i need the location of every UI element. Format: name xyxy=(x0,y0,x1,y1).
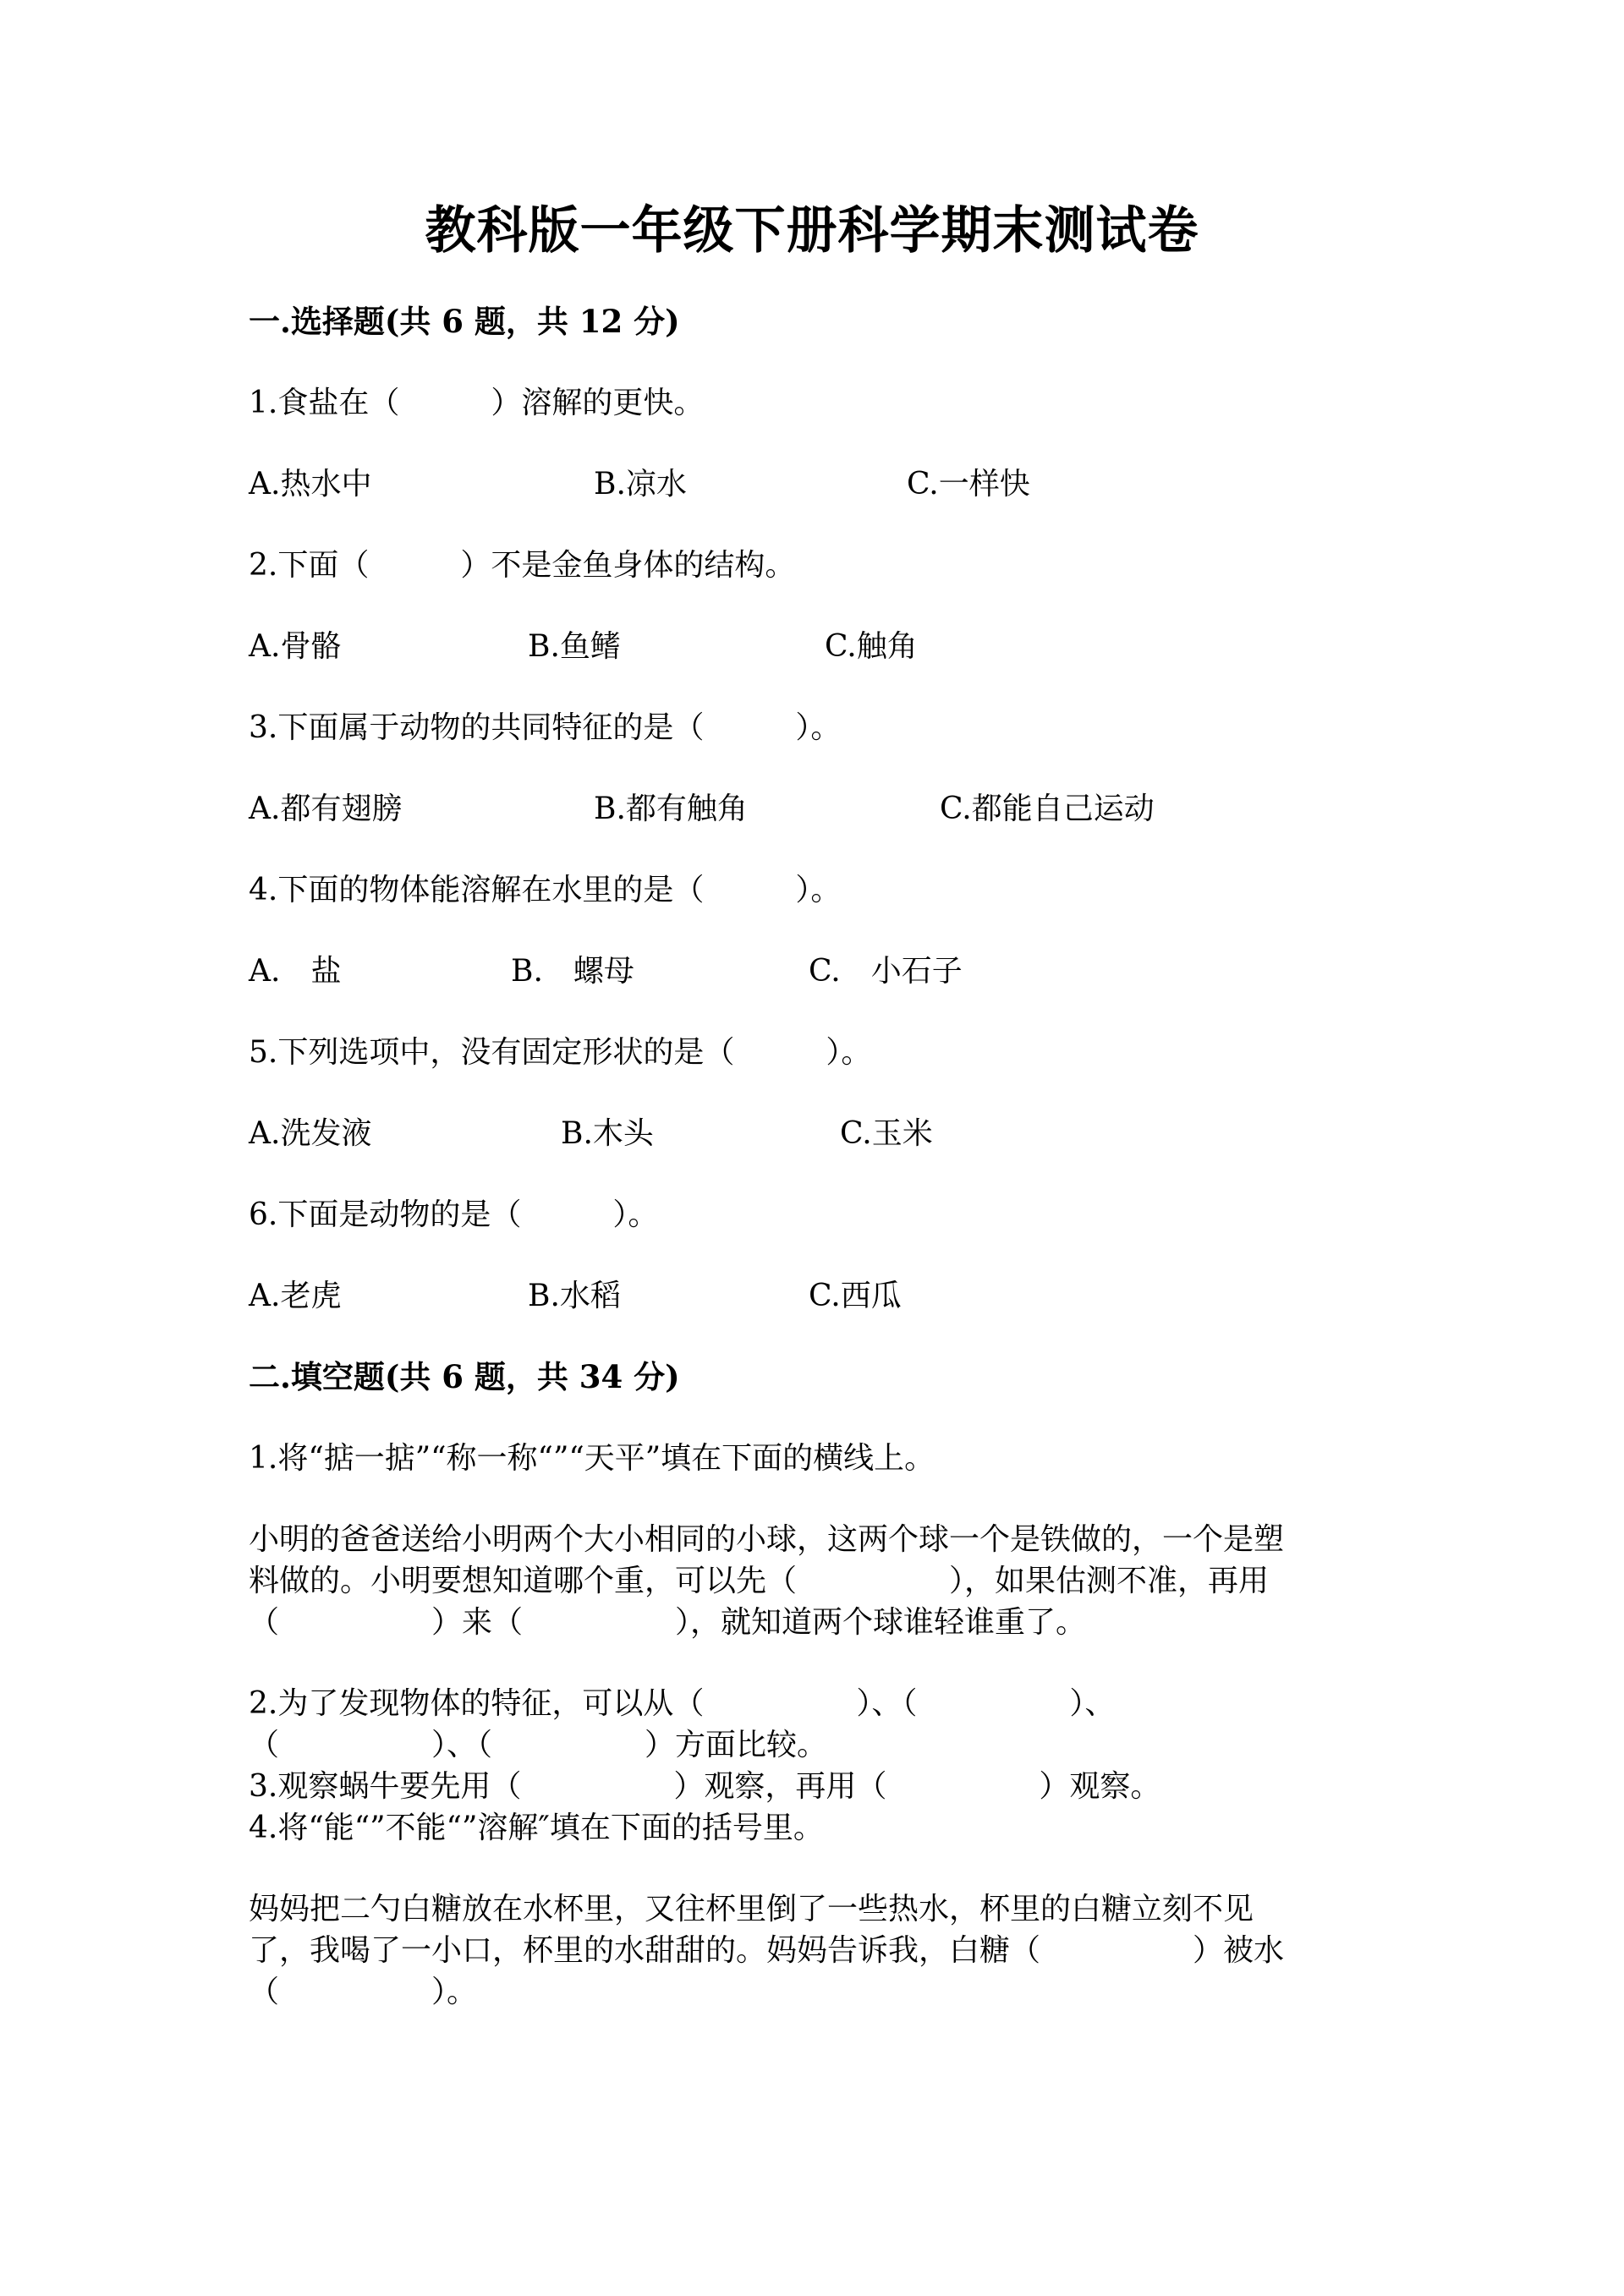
option-c: C.玉米 xyxy=(840,1116,933,1151)
fill-passage-line: 小明的爸爸送给小明两个大小相同的小球，这两个球一个是铁做的，一个是塑 xyxy=(249,1522,1285,1557)
page-title: 教科版一年级下册科学期末测试卷 xyxy=(425,201,1199,260)
option-c: C.都能自己运动 xyxy=(940,792,1155,826)
fill-passage-line: 了，我喝了一小口，杯里的水甜甜的。妈妈告诉我，白糖（ ）被水 xyxy=(249,1933,1285,1968)
fill-passage-line: 妈妈把二勺白糖放在水杯里，又往杯里倒了一些热水，杯里的白糖立刻不见 xyxy=(249,1892,1254,1926)
question-stem: 2.下面（ ）不是金鱼身体的结构。 xyxy=(249,548,796,583)
section-heading-choice: 一.选择题(共 6 题，共 12 分) xyxy=(249,303,680,340)
option-b: B.水稻 xyxy=(528,1279,621,1313)
option-b: B.鱼鳍 xyxy=(528,629,621,664)
option-a: A.骨骼 xyxy=(249,629,342,664)
option-b: B.凉水 xyxy=(594,467,687,501)
question-stem: 3.下面属于动物的共同特征的是（ ）。 xyxy=(249,710,842,745)
option-b: B.木头 xyxy=(561,1116,654,1151)
option-a: A.洗发液 xyxy=(249,1116,372,1151)
fill-question: 3.观察蜗牛要先用（ ）观察，再用（ ）观察。 xyxy=(249,1769,1161,1804)
option-c: C.一样快 xyxy=(907,467,1030,501)
option-c: C.西瓜 xyxy=(809,1279,902,1313)
option-c: C. 小石子 xyxy=(809,954,963,989)
fill-question: 1.将“掂一掂”“称一称“”“天平”填在下面的横线上。 xyxy=(249,1441,935,1476)
option-a: A.热水中 xyxy=(249,467,372,501)
option-b: B. 螺母 xyxy=(511,954,634,989)
question-stem: 4.下面的物体能溶解在水里的是（ ）。 xyxy=(249,873,842,907)
fill-passage-line: 料做的。小明要想知道哪个重，可以先（ ），如果估测不准，再用 xyxy=(249,1564,1270,1598)
question-stem: 1.食盐在（ ）溶解的更快。 xyxy=(249,386,705,420)
option-a: A. 盐 xyxy=(249,954,342,989)
option-c: C.触角 xyxy=(825,629,918,664)
section-heading-fill: 二.填空题(共 6 题，共 34 分) xyxy=(249,1358,680,1395)
fill-passage-line: （ ）来（ ），就知道两个球谁轻谁重了。 xyxy=(249,1605,1087,1640)
fill-question: 4.将“能“”不能“”溶解″填在下面的括号里。 xyxy=(249,1811,824,1845)
question-stem: 6.下面是动物的是（ ）。 xyxy=(249,1197,659,1232)
question-stem: 5.下列选项中，没有固定形状的是（ ）。 xyxy=(249,1035,872,1070)
fill-question: 2.为了发现物体的特征，可以从（ ）、（ ）、 xyxy=(249,1686,1116,1721)
option-b: B.都有触角 xyxy=(594,792,748,826)
fill-passage-line: （ ）。 xyxy=(249,1975,478,2009)
option-a: A.都有翅膀 xyxy=(249,792,403,826)
option-a: A.老虎 xyxy=(249,1279,342,1313)
fill-question-line: （ ）、（ ）方面比较。 xyxy=(249,1728,828,1762)
